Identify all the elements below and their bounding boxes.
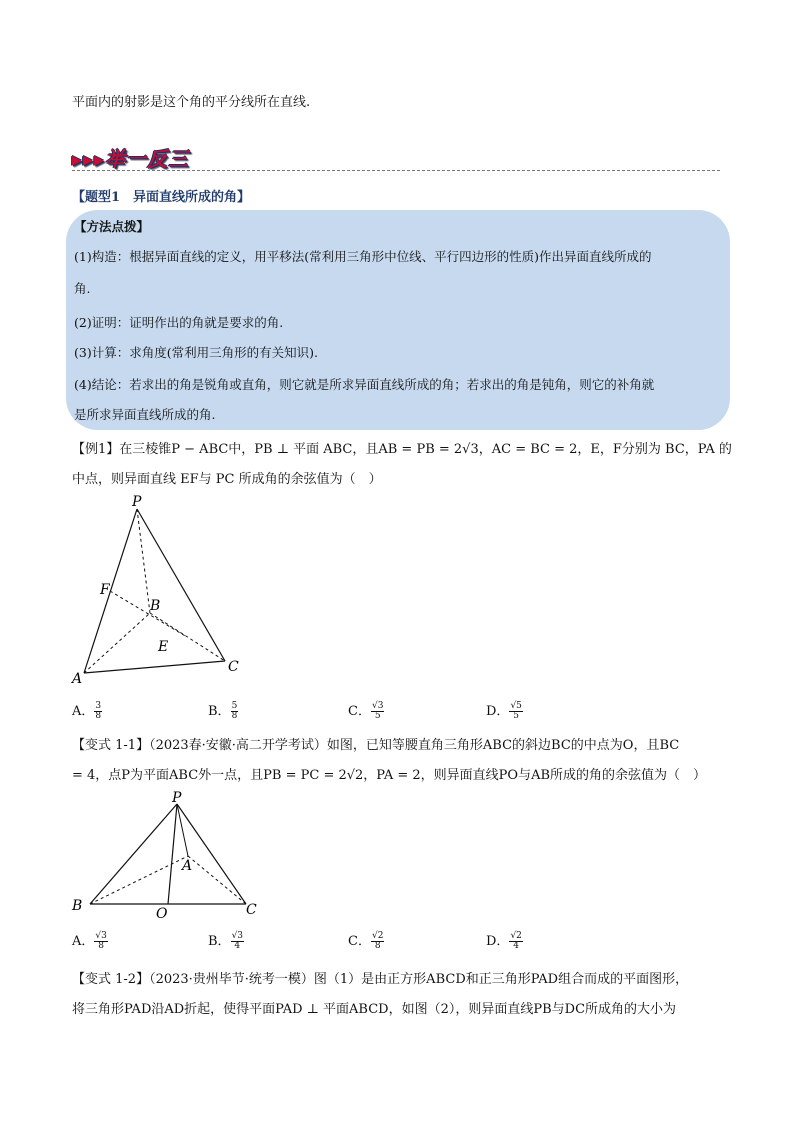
edge-pb — [137, 509, 150, 613]
arrow-icon: ▸▸▸ — [72, 147, 106, 171]
vertex-label: F — [100, 582, 110, 598]
edge-ac — [188, 856, 246, 904]
section-title: 【题型1 异面直线所成的角】 — [72, 190, 251, 205]
edge-pc — [137, 509, 225, 661]
method-line: (4)结论：若求出的角是锐角或直角，则它就是所求异面直线所成的角；若求出的角是钝角，则它的补角就 — [74, 377, 655, 392]
method-line: (1)构造：根据异面直线的定义，用平移法(常利用三角形中位线、平行四边形的性质)作出异面直线所成的 — [74, 249, 652, 264]
edge-ab — [90, 856, 188, 904]
option-b: B． $\frac{5}{8}$ — [208, 701, 238, 721]
vertex-label: P — [132, 494, 142, 510]
variant2-line1: 【变式 1-2】（2023·贵州毕节·统考一模）图（1）是由正方形ABCD和正三角形PAD组合而成的平面图形， — [72, 972, 689, 987]
method-title: 【方法点拨】 — [74, 219, 150, 234]
option-a: A． $\frac{√3}{8}$ — [72, 931, 107, 951]
vertex-label: A — [182, 858, 193, 874]
edge-ac — [84, 661, 225, 673]
method-line: 是所求异面直线所成的角. — [74, 407, 216, 422]
segment-ef — [110, 591, 187, 637]
variant1-line1: 【变式 1-1】（2023春·安徽·高二开学考试）如图，已知等腰直角三角形ABC的斜边BC的中点为O，且BC — [72, 738, 680, 753]
vertex-label: B — [150, 598, 161, 614]
vertex-label: C — [228, 659, 239, 675]
banner-title: 举一反三 — [105, 147, 190, 171]
vertex-label: C — [246, 902, 257, 918]
pyramid-figure — [70, 790, 270, 920]
vertex-label: P — [172, 790, 182, 806]
section-banner — [72, 143, 189, 172]
option-d: D． $\frac{√2}{4}$ — [486, 931, 522, 951]
method-line: 角. — [74, 281, 91, 296]
option-c: C． $\frac{√2}{8}$ — [348, 931, 384, 951]
vertex-label: O — [156, 906, 168, 922]
tetrahedron-figure — [70, 494, 239, 687]
variant1-line2: = 4，点P为平面ABC外一点，且PB = PC = 2√2，PA = 2，则异面直线PO与AB所成的角的余弦值为（ ） — [72, 768, 707, 783]
edge-pb — [90, 804, 177, 904]
method-line: (3)计算：求角度(常利用三角形的有关知识). — [74, 345, 318, 360]
option-b: B． $\frac{√3}{4}$ — [208, 931, 244, 951]
vertex-label: E — [158, 639, 169, 655]
option-d: D． $\frac{√5}{5}$ — [486, 701, 522, 721]
section-divider — [72, 170, 720, 171]
intro-text: 平面内的射影是这个角的平分线所在直线. — [72, 95, 311, 110]
method-box — [66, 210, 730, 430]
method-line: (2)证明：证明作出的角就是要求的角. — [74, 315, 284, 330]
option-c: C． $\frac{√3}{5}$ — [348, 701, 384, 721]
option-a: A． $\frac{3}{8}$ — [72, 701, 102, 721]
example1-line1: 【例1】在三棱锥P − ABC中，PB ⊥ 平面 ABC，且AB = PB = 2√3，AC = BC = 2，E，F分别为 BC，PA 的 — [72, 442, 732, 457]
vertex-label: A — [72, 671, 83, 687]
vertex-label: B — [72, 898, 83, 914]
example1-line2: 中点，则异面直线 EF与 PC 所成角的余弦值为（ ） — [72, 472, 382, 487]
segment-po — [168, 804, 177, 904]
variant2-line2: 将三角形PAD沿AD折起，使得平面PAD ⊥ 平面ABCD，如图（2），则异面直线PB与DC所成角的大小为 — [72, 1002, 677, 1017]
